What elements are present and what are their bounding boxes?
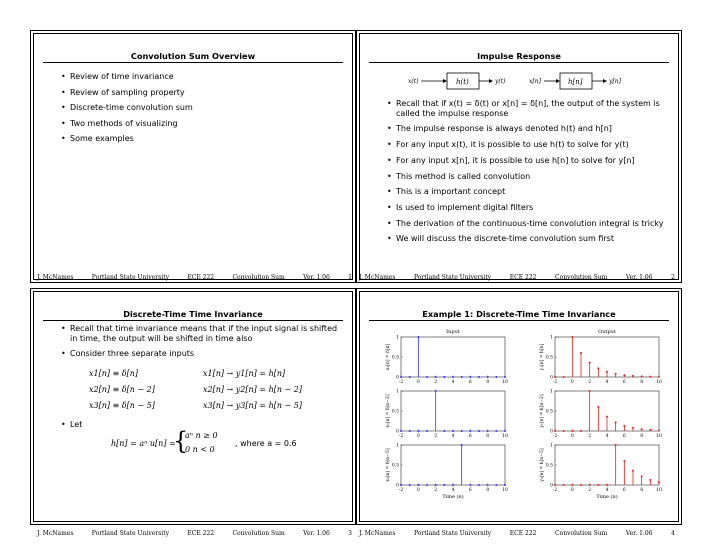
x-tick-label: 10 <box>502 380 508 385</box>
impulse-response-definition: h[n] = aⁿ u[n] = <box>111 439 176 448</box>
stem-marker <box>478 484 480 486</box>
bullet-item: • Review of time invariance <box>61 69 193 85</box>
where-clause: , where a = 0.6 <box>235 439 297 448</box>
bullet-item: • Discrete-time convolution sum <box>61 100 193 116</box>
system-block-diagram <box>357 69 683 99</box>
title-rule <box>43 320 343 321</box>
stem-marker <box>487 376 489 378</box>
bullet-list <box>387 99 672 245</box>
stem-marker <box>606 484 608 486</box>
stem-marker <box>417 430 419 432</box>
footer-version: Ver. 1.06 <box>625 530 653 537</box>
y-tick-label: 1 <box>550 389 553 395</box>
slide-title: Discrete-Time Time Invariance <box>123 309 263 319</box>
y-axis-label: y₁[n] = h[n] <box>540 343 545 371</box>
stem-marker <box>409 376 411 378</box>
case-brace: { <box>173 427 189 455</box>
dt-output-label: y[n] <box>609 78 621 85</box>
bullet-item: • This method is called convolution <box>387 172 672 182</box>
stem-marker <box>589 362 591 364</box>
stem-marker <box>597 367 599 369</box>
y-tick-label: 1 <box>550 443 553 449</box>
y-tick-label: 0.5 <box>545 409 553 415</box>
stem-marker <box>495 484 497 486</box>
stem-marker <box>658 429 660 431</box>
stem-marker <box>452 376 454 378</box>
stem-marker <box>658 481 660 483</box>
x-tick-label: 2 <box>434 380 438 385</box>
page-number: 4 <box>671 530 675 537</box>
stem-marker <box>426 376 428 378</box>
x-tick-label: 8 <box>486 380 490 385</box>
x-tick-label: 4 <box>451 434 455 439</box>
stem-plots <box>357 325 683 525</box>
x-tick-label: 2 <box>434 488 438 493</box>
bullet-item: • The impulse response is always denoted h(t) and h[n] <box>387 124 672 134</box>
bullet-item: • Recall that time invariance means that if the input signal is shifted in time, the output will be shifted in time also <box>61 324 346 344</box>
stem-marker <box>452 430 454 432</box>
y-tick-label: 0.5 <box>391 463 399 469</box>
stem-marker <box>443 430 445 432</box>
stem-marker <box>649 376 651 378</box>
x-tick-label: 10 <box>656 488 662 493</box>
x-tick-label: 6 <box>468 434 472 439</box>
stem-marker <box>580 484 582 486</box>
y-axis-label: x₁[n] = δ[n] <box>386 343 391 371</box>
stem-marker <box>571 336 573 338</box>
stem-marker <box>632 427 634 429</box>
bullet-item: • Two methods of visualizing <box>61 116 193 132</box>
bullet-list <box>61 69 193 147</box>
x-tick-label: 0 <box>416 380 420 385</box>
footer-1 <box>37 274 352 281</box>
x-tick-label: 6 <box>622 380 626 385</box>
stem-marker <box>554 430 556 432</box>
input-equation: x3[n] ≡ δ[n − 5] <box>89 401 155 410</box>
footer-version: Ver. 1.06 <box>303 530 330 537</box>
output-equation: x3[n] → y3[n] = h[n − 5] <box>203 401 303 410</box>
x-tick-label: 8 <box>640 488 644 493</box>
y-tick-label: 0.5 <box>545 355 553 361</box>
stem-marker <box>400 430 402 432</box>
title-rule <box>369 62 669 63</box>
y-axis-label: x₂[n] = δ[n−2] <box>386 394 391 428</box>
ct-box-label: h(t) <box>456 78 469 86</box>
bullet-item: • This is a important concept <box>387 187 672 197</box>
stem-marker <box>554 484 556 486</box>
footer-author: J. McNames <box>37 274 74 281</box>
x-tick-label: 4 <box>605 380 609 385</box>
bullet-item: • Some examples <box>61 131 193 147</box>
x-tick-label: 6 <box>622 434 626 439</box>
footer-course: ECE 222 <box>187 274 215 281</box>
slide-2 <box>356 30 682 283</box>
dt-box-label: h[n] <box>568 78 583 86</box>
footer-version: Ver. 1.06 <box>625 274 653 281</box>
stem-marker <box>615 421 617 423</box>
x-tick-label: 10 <box>656 380 662 385</box>
x-tick-label: 0 <box>570 488 574 493</box>
x-tick-label: 2 <box>588 488 592 493</box>
stem-marker <box>443 376 445 378</box>
footer-topic: Convolution Sum <box>232 530 285 537</box>
x-tick-label: 4 <box>451 380 455 385</box>
bullet-item: • Review of sampling property <box>61 85 193 101</box>
stem-marker <box>426 430 428 432</box>
x-tick-label: 10 <box>502 488 508 493</box>
page-number: 3 <box>348 530 352 537</box>
case-negative: 0 n < 0 <box>185 445 215 454</box>
bullet-list <box>61 420 82 431</box>
stem-marker <box>478 376 480 378</box>
stem-marker <box>495 430 497 432</box>
stem-marker <box>589 484 591 486</box>
y-tick-label: 0.5 <box>391 409 399 415</box>
stem-marker <box>632 375 634 377</box>
footer-author: J. McNames <box>359 274 396 281</box>
input-equation: x1[n] ≡ δ[n] <box>89 369 138 378</box>
case-positive: aⁿ n ≥ 0 <box>185 431 218 440</box>
stem-marker <box>435 376 437 378</box>
x-tick-label: 10 <box>656 434 662 439</box>
footer-school: Portland State University <box>413 530 492 537</box>
stem-marker <box>417 484 419 486</box>
stem-marker <box>563 484 565 486</box>
x-tick-label: -2 <box>552 434 558 439</box>
x-tick-label: 2 <box>588 434 592 439</box>
stem-marker <box>554 376 556 378</box>
stem-marker <box>461 444 463 446</box>
stem-marker <box>435 390 437 392</box>
footer-author: J. McNames <box>37 530 74 537</box>
x-tick-label: 8 <box>640 434 644 439</box>
stem-marker <box>563 430 565 432</box>
y-tick-label: 0 <box>550 429 553 435</box>
x-tick-label: 0 <box>416 488 420 493</box>
page-number: 1 <box>348 274 352 281</box>
y-tick-label: 0.5 <box>391 355 399 361</box>
input-equation: x2[n] ≡ δ[n − 2] <box>89 385 155 394</box>
footer-4 <box>359 530 675 537</box>
x-tick-label: -2 <box>552 380 558 385</box>
slide-1 <box>30 30 356 283</box>
stem-marker <box>641 475 643 477</box>
x-tick-label: 6 <box>622 488 626 493</box>
stem-marker <box>487 484 489 486</box>
bullet-item: • For any input x(t), it is possible to use h(t) to solve for y(t) <box>387 140 672 150</box>
y-tick-label: 0 <box>396 483 399 489</box>
output-equation: x2[n] → y2[n] = h[n − 2] <box>203 385 303 394</box>
stem-marker <box>623 460 625 462</box>
stem-marker <box>469 376 471 378</box>
x-tick-label: -2 <box>398 380 404 385</box>
slide-4 <box>356 288 682 525</box>
x-tick-label: 4 <box>605 488 609 493</box>
stem-marker <box>597 406 599 408</box>
stem-marker <box>409 430 411 432</box>
footer-author: J. McNames <box>359 530 396 537</box>
stem-marker <box>641 428 643 430</box>
slide-title: Impulse Response <box>477 51 561 61</box>
stem-marker <box>452 484 454 486</box>
bullet-item: • The derivation of the continuous-time convolution integral is tricky <box>387 219 672 229</box>
stem-marker <box>487 430 489 432</box>
y-tick-label: 1 <box>396 443 399 449</box>
stem-marker <box>641 375 643 377</box>
y-tick-label: 1 <box>396 389 399 395</box>
bullet-item: • We will discuss the discrete-time convolution sum first <box>387 234 672 244</box>
plot-frame <box>401 445 505 485</box>
ct-input-label: x(t) <box>408 78 419 85</box>
footer-school: Portland State University <box>91 530 169 537</box>
stem-marker <box>461 430 463 432</box>
x-tick-label: 2 <box>588 380 592 385</box>
output-equation: x1[n] → y1[n] = h[n] <box>203 369 286 378</box>
footer-topic: Convolution Sum <box>555 530 608 537</box>
stem-marker <box>571 430 573 432</box>
stem-marker <box>606 416 608 418</box>
stem-marker <box>504 484 506 486</box>
slide-title: Convolution Sum Overview <box>130 51 256 61</box>
stem-marker <box>504 376 506 378</box>
stem-marker <box>443 484 445 486</box>
bullet-list <box>61 324 346 359</box>
stem-marker <box>426 484 428 486</box>
stem-marker <box>589 390 591 392</box>
bullet-item: • Recall that if x(t) = δ(t) or x[n] = δ[n], the output of the system is called the impulse response <box>387 99 672 119</box>
stem-marker <box>469 430 471 432</box>
bullet-item: • Is used to implement digital filters <box>387 203 672 213</box>
stem-marker <box>649 479 651 481</box>
x-tick-label: 6 <box>468 488 472 493</box>
bullet-item: • Consider three separate inputs <box>61 349 346 359</box>
plot-column-title: Output <box>598 329 616 335</box>
stem-marker <box>632 470 634 472</box>
stem-marker <box>658 376 660 378</box>
x-tick-label: -2 <box>398 488 404 493</box>
x-tick-label: 8 <box>640 380 644 385</box>
footer-course: ECE 222 <box>509 530 537 537</box>
y-tick-label: 0 <box>550 483 553 489</box>
footer-course: ECE 222 <box>509 274 537 281</box>
bullet-item: • For any input x[n], it is possible to use h[n] to solve for y[n] <box>387 156 672 166</box>
footer-3 <box>37 530 352 537</box>
stem-marker <box>615 444 617 446</box>
x-tick-label: -2 <box>552 488 558 493</box>
stem-marker <box>400 484 402 486</box>
plot-frame <box>555 445 659 485</box>
y-tick-label: 0 <box>396 429 399 435</box>
stem-marker <box>649 429 651 431</box>
title-rule <box>369 320 669 321</box>
stem-marker <box>469 484 471 486</box>
stem-marker <box>580 430 582 432</box>
footer-school: Portland State University <box>413 274 492 281</box>
plot-column-title: Input <box>446 329 460 335</box>
bullet-item: • Let <box>61 420 82 431</box>
x-tick-label: -2 <box>398 434 404 439</box>
footer-2 <box>359 274 675 281</box>
stem-marker <box>417 336 419 338</box>
footer-topic: Convolution Sum <box>232 274 285 281</box>
stem-marker <box>606 371 608 373</box>
footer-topic: Convolution Sum <box>555 274 608 281</box>
footer-school: Portland State University <box>91 274 169 281</box>
title-rule <box>43 62 343 63</box>
y-axis-label: y₃[n] = h[n−5] <box>540 448 545 482</box>
stem-marker <box>623 425 625 427</box>
stem-marker <box>461 376 463 378</box>
x-tick-label: 6 <box>468 380 472 385</box>
x-tick-label: 4 <box>605 434 609 439</box>
ct-output-label: y(t) <box>495 78 506 85</box>
x-tick-label: 8 <box>486 488 490 493</box>
x-axis-label: Time (n) <box>442 494 464 500</box>
plot-frame <box>401 337 505 377</box>
stem-marker <box>580 352 582 354</box>
x-tick-label: 2 <box>434 434 438 439</box>
y-axis-label: y₂[n] = h[n−2] <box>540 394 545 428</box>
footer-course: ECE 222 <box>187 530 215 537</box>
y-tick-label: 0 <box>550 375 553 381</box>
stem-marker <box>478 430 480 432</box>
stem-marker <box>563 376 565 378</box>
plot-frame <box>401 391 505 431</box>
stem-marker <box>623 374 625 376</box>
stem-marker <box>615 373 617 375</box>
x-tick-label: 0 <box>416 434 420 439</box>
y-tick-label: 0.5 <box>545 463 553 469</box>
x-tick-label: 4 <box>451 488 455 493</box>
y-axis-label: x₃[n] = δ[n−5] <box>386 448 391 482</box>
y-tick-label: 1 <box>550 335 553 341</box>
slide-title: Example 1: Discrete-Time Time Invariance <box>422 309 616 319</box>
stem-marker <box>400 376 402 378</box>
x-axis-label: Time (n) <box>596 494 618 500</box>
stem-marker <box>435 484 437 486</box>
x-tick-label: 0 <box>570 434 574 439</box>
x-tick-label: 8 <box>486 434 490 439</box>
dt-input-label: x[n] <box>529 78 541 85</box>
page-number: 2 <box>671 274 675 281</box>
footer-version: Ver. 1.06 <box>303 274 330 281</box>
stem-marker <box>409 484 411 486</box>
stem-marker <box>504 430 506 432</box>
slide-3 <box>30 288 356 525</box>
stem-marker <box>571 484 573 486</box>
x-tick-label: 0 <box>570 380 574 385</box>
y-tick-label: 0 <box>396 375 399 381</box>
x-tick-label: 10 <box>502 434 508 439</box>
stem-marker <box>597 484 599 486</box>
y-tick-label: 1 <box>396 335 399 341</box>
stem-marker <box>495 376 497 378</box>
